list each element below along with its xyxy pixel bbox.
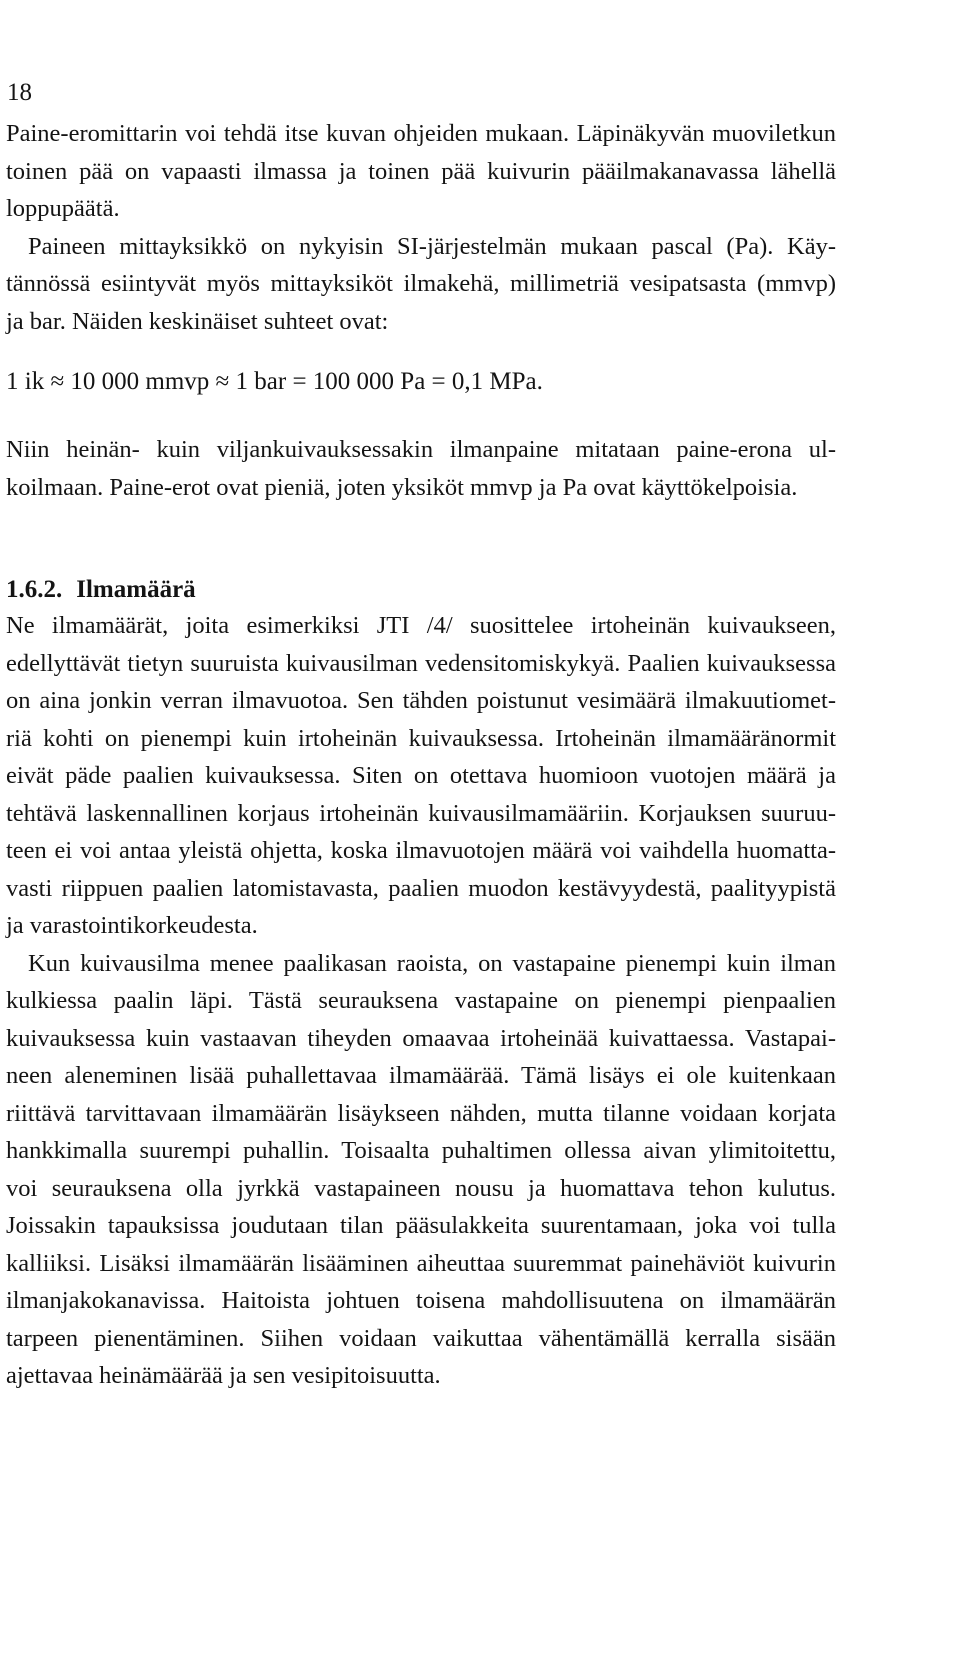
page-number: 18 <box>7 79 32 106</box>
text-line: tehtävä laskennallinen korjaus irtoheinän kuivausilmamääriin. Korjauksen suuruu- <box>6 799 836 827</box>
paragraph-pressure-difference <box>6 431 836 506</box>
text-line: kalliiksi. Lisäksi ilmamäärän lisääminen aiheuttaa suuremmat painehäviöt kuivurin <box>6 1249 836 1277</box>
text-line: ja bar. Näiden keskinäiset suhteet ovat: <box>6 307 389 335</box>
text-line: ja varastointikorkeudesta. <box>6 912 258 939</box>
text-line: kulkiessa paalin läpi. Tästä seurauksena vastapaine on pienempi pienpaalien <box>6 987 836 1014</box>
text-line: neen aleneminen lisää puhallettavaa ilmamäärää. Tämä lisäys ei ole kuitenkaan <box>6 1062 836 1089</box>
text-line: voi seurauksena olla jyrkkä vastapaineen nousu ja huomattava tehon kulutus. <box>6 1174 836 1202</box>
text-line: loppupäätä. <box>6 195 120 222</box>
text-line: on aina jonkin verran ilmavuotoa. Sen tähden poistunut vesimäärä ilmakuutiomet- <box>6 687 836 714</box>
text-line: toinen pää on vapaasti ilmassa ja toinen pää kuivurin pääilmakanavassa lähellä <box>6 157 836 185</box>
text-line: Ne ilmamäärät, joita esimerkiksi JTI /4/ suosittelee irtoheinän kuivaukseen, <box>6 612 836 639</box>
text-line: Paineen mittayksikkö on nykyisin SI-järjestelmän mukaan pascal (Pa). Käy- <box>28 232 836 260</box>
text-line: kuivauksessa kuin vastaavan tiheyden omaavaa irtoheinää kuivattaessa. Vastapai- <box>6 1024 836 1052</box>
text-line: Paine-eromittarin voi tehdä itse kuvan ohjeiden mukaan. Läpinäkyvän muoviletkun <box>6 120 836 147</box>
text-line: teen ei voi antaa yleistä ohjetta, koska ilmavuotojen määrä voi vaihdella huomatta- <box>6 837 836 864</box>
text-line: edellyttävät tietyn suuruista kuivausilman vedensitomiskykyä. Paalien kuivauksessa <box>6 649 836 677</box>
text-line: Kun kuivausilma menee paalikasan raoista, on vastapaine pienempi kuin ilman <box>28 949 836 977</box>
section-number: 1.6.2. <box>6 576 63 603</box>
unit-conversion-formula: 1 ik ≈ 10 000 mmvp ≈ 1 bar = 100 000 Pa = 0,1 MPa. <box>6 368 543 395</box>
text-line: hankkimalla suurempi puhallin. Toisaalta puhaltimen ollessa aivan ylimitoitettu, <box>6 1137 836 1164</box>
text-line: ilmanjakokanavissa. Haitoista johtuen toisena mahdollisuutena on ilmamäärän <box>6 1287 836 1314</box>
text-line: tarpeen pienentäminen. Siihen voidaan vaikuttaa vähentämällä kerralla sisään <box>6 1324 836 1352</box>
text-line: ajettavaa heinämäärää ja sen vesipitoisuutta. <box>6 1362 441 1389</box>
paragraph-pressure-meter <box>6 115 836 340</box>
text-line: Joissakin tapauksissa joudutaan tilan pääsulakkeita suurentamaan, joka voi tulla <box>6 1212 836 1239</box>
text-line: eivät päde paalien kuivauksessa. Siten on otettava huomioon vuotojen määrä ja <box>6 762 836 789</box>
text-line: tännössä esiintyvät myös mittayksiköt ilmakehä, millimetriä vesipatsasta (mmvp) <box>6 270 836 297</box>
text-line: koilmaan. Paine-erot ovat pieniä, joten yksiköt mmvp ja Pa ovat käyttökelpoisia. <box>6 473 798 501</box>
text-line: vasti riippuen paalien latomistavasta, paalien muodon kestävyydestä, paalityypistä <box>6 874 836 902</box>
text-line: riä kohti on pienempi kuin irtoheinän kuivauksessa. Irtoheinän ilmamääränormit <box>6 724 836 752</box>
text-line: Niin heinän- kuin viljankuivauksessakin ilmanpaine mitataan paine-erona ul- <box>6 436 836 463</box>
paragraph-air-volume <box>6 607 836 1395</box>
section-heading <box>6 574 196 606</box>
section-title: Ilmamäärä <box>76 576 196 603</box>
text-line: riittävä tarvittavaan ilmamäärän lisäykseen nähden, mutta tilanne voidaan korjata <box>6 1099 836 1127</box>
